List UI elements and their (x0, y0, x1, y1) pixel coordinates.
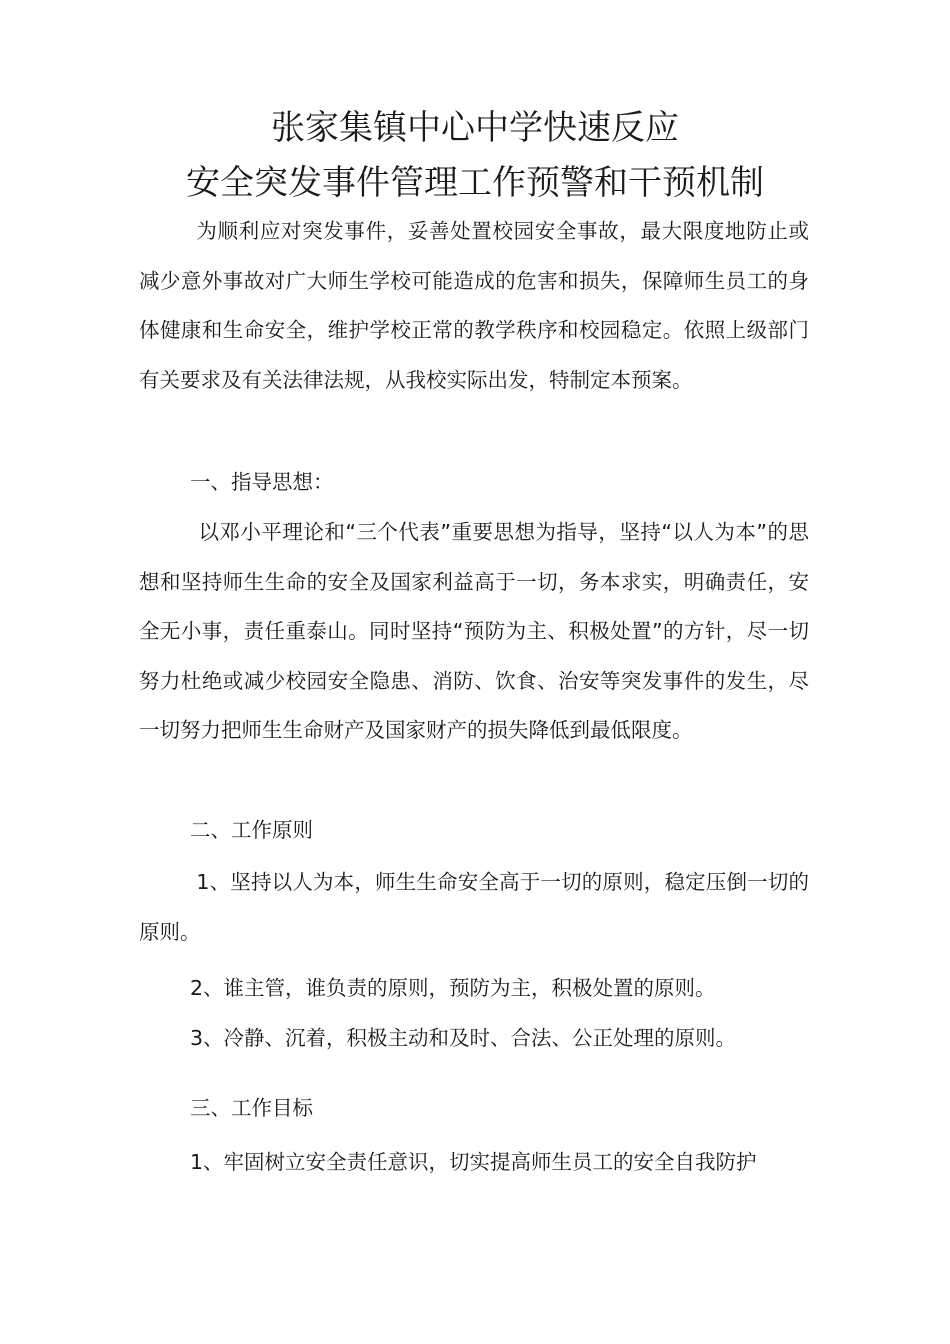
section-2-heading: 二、工作原则 (190, 818, 313, 842)
principle-1: 1、坚持以人为本，师生生命安全高于一切的原则，稳定压倒一切的原则。 (139, 870, 809, 944)
principle-2: 2、谁主管，谁负责的原则，预防为主，积极处置的原则。 (190, 976, 716, 1000)
section-1-heading: 一、指导思想： (190, 470, 334, 494)
document-title-line-2: 安全突发事件管理工作预警和干预机制 (186, 163, 764, 203)
document-title-line-1: 张家集镇中心中学快速反应 (271, 108, 679, 148)
principle-3: 3、冷静、沉着，积极主动和及时、合法、公正处理的原则。 (190, 1026, 737, 1050)
goal-1: 1、牢固树立安全责任意识，切实提高师生员工的安全自我防护 (190, 1150, 757, 1174)
section-1-body: 以邓小平理论和“三个代表”重要思想为指导，坚持“以人为本”的思想和坚持师生生命的安全及国家利益高于一切，务本求实，明确责任，安全无小事，责任重泰山。同时坚持“预防为主、积极处置”的方针，尽一切努力杜绝或减少校园安全隐患、消防、饮食、治安等突发事件的发生，尽一切努力把师生生命财产及国家财产的损失降低到最低限度。 (139, 520, 809, 742)
section-3-heading: 三、工作目标 (190, 1096, 313, 1120)
intro-paragraph: 为顺利应对突发事件，妥善处置校园安全事故，最大限度地防止或减少意外事故对广大师生学校可能造成的危害和损失，保障师生员工的身体健康和生命安全，维护学校正常的教学秩序和校园稳定。依照上级部门有关要求及有关法律法规，从我校实际出发，特制定本预案。 (139, 219, 809, 392)
